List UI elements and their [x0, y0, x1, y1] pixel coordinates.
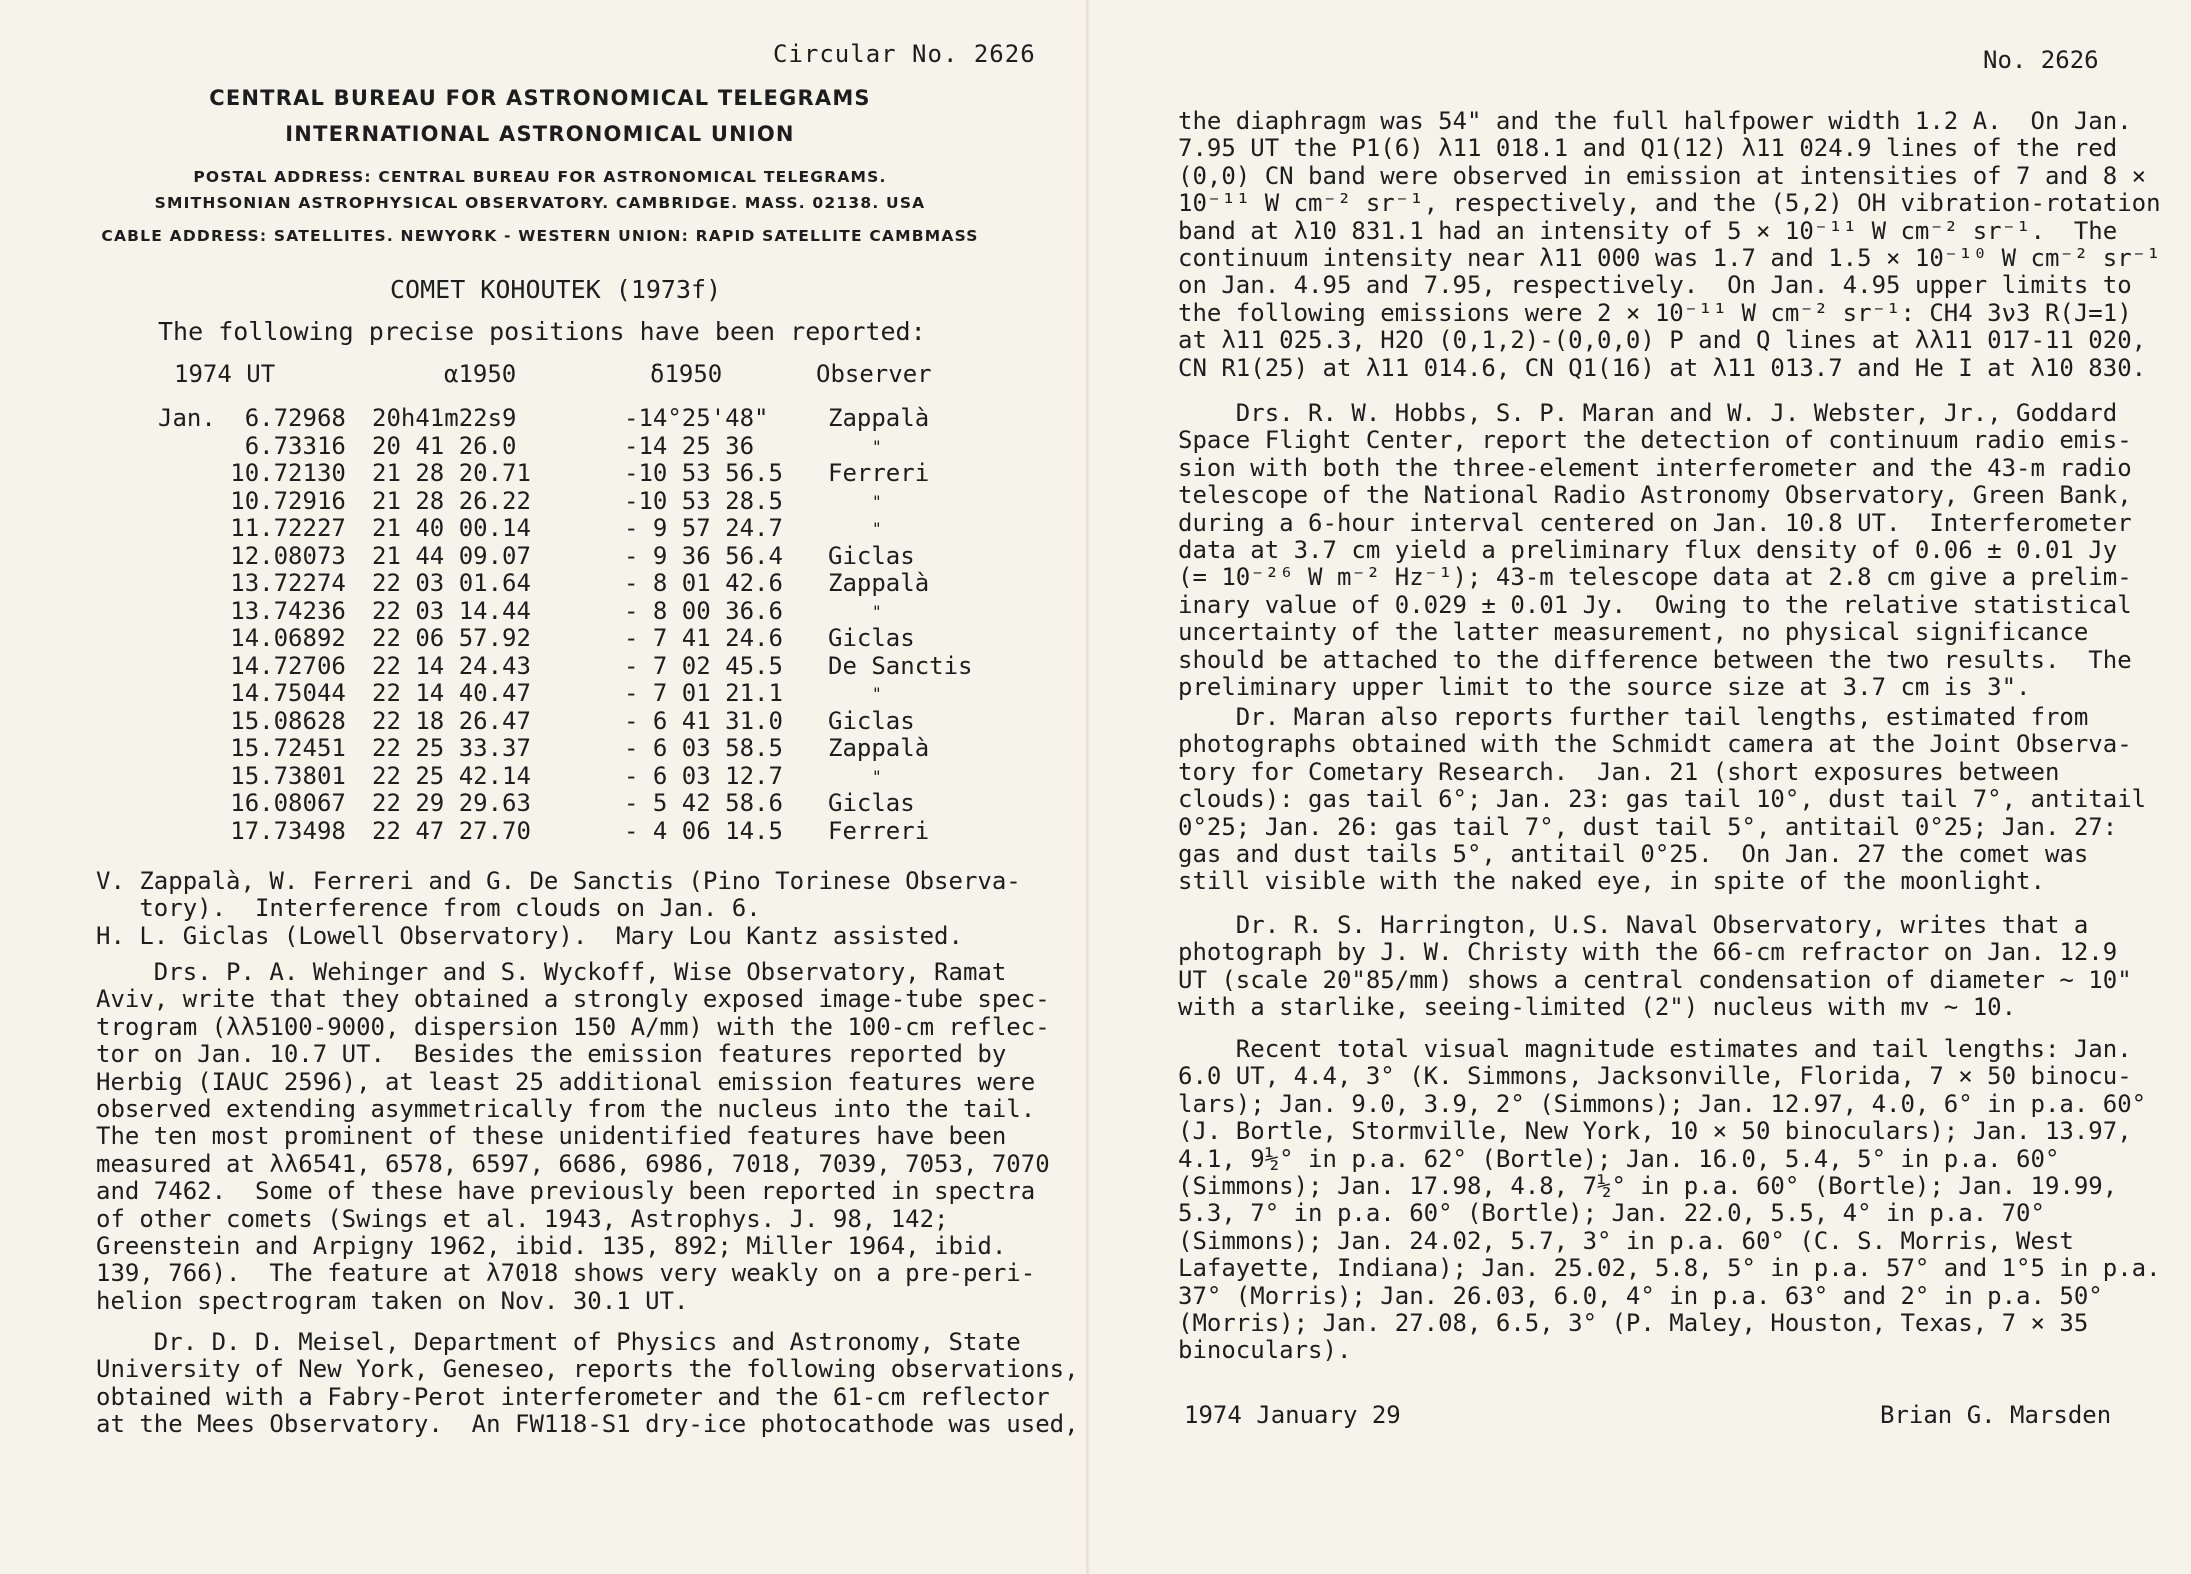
row-date: 14.72706 [158, 651, 346, 680]
wehinger-line: The ten most prominent of these unidentified features have been [96, 1122, 1007, 1151]
row-observer: De Sanctis [828, 651, 973, 680]
wehinger-line: Herbig (IAUC 2596), at least 25 additional emission features were [96, 1067, 1036, 1096]
row-date: Jan. 6.72968 [158, 404, 346, 432]
table-row [158, 625, 1052, 653]
footer-date: 1974 January 29 [1184, 1401, 1401, 1429]
visual-line: (Morris); Jan. 27.08, 6.5, 3° (P. Maley, Houston, Texas, 7 × 35 [1178, 1309, 2089, 1338]
continued-line: on Jan. 4.95 and 7.95, respectively. On Jan. 4.95 upper limits to [1178, 271, 2132, 300]
table-row [158, 708, 1052, 736]
wehinger-line: tor on Jan. 10.7 UT. Besides the emission features reported by [96, 1040, 1007, 1069]
maran-line: still visible with the naked eye, in spite of the moonlight. [1178, 867, 2045, 896]
paragraph-hobbs [1178, 400, 2132, 701]
row-date: 15.73801 [158, 761, 346, 790]
paragraph-meisel [96, 1329, 1079, 1439]
left-page [0, 0, 1088, 1574]
observer-note-line: tory). Interference from clouds on Jan. 6. [96, 894, 761, 923]
continued-line: 7.95 UT the P1(6) λ11 018.1 and Q1(12) λ11 024.9 lines of the red [1178, 134, 2118, 163]
visual-line: lars); Jan. 9.0, 3.9, 2° (Simmons); Jan. 12.97, 4.0, 6° in p.a. 60° [1178, 1089, 2147, 1118]
row-observer: Giclas [828, 706, 915, 735]
paragraph-harrington [1178, 912, 2132, 1022]
table-header-ra: α1950 [444, 360, 517, 388]
row-observer: " [872, 436, 882, 456]
row-date: 11.72227 [158, 514, 346, 542]
row-observer: " [872, 684, 882, 703]
maran-line: 0°25; Jan. 26: gas tail 7°, dust tail 5°, antitail 0°25; Jan. 27: [1178, 812, 2118, 841]
row-dec: -14 25 36 [624, 431, 755, 460]
visual-line: Lafayette, Indiana); Jan. 25.02, 5.8, 5° in p.a. 57° and 1°5 in p.a. [1178, 1254, 2161, 1283]
table-row [158, 818, 1052, 846]
row-dec: -14°25'48" [624, 404, 769, 432]
table-row [158, 763, 1052, 791]
hobbs-line: should be attached to the difference between the two results. The [1178, 645, 2132, 674]
footer-signature: Brian G. Marsden [1880, 1401, 2112, 1429]
row-dec: - 7 01 21.1 [624, 679, 783, 707]
hobbs-line: Space Flight Center, report the detection of continuum radio emis- [1178, 426, 2132, 455]
table-row [158, 735, 1052, 763]
paragraph-continued [1178, 108, 2161, 382]
visual-line: (Simmons); Jan. 17.98, 4.8, 7½° in p.a. 60° (Bortle); Jan. 19.99, [1178, 1172, 2118, 1201]
table-row [158, 570, 1052, 598]
meisel-line: Dr. D. D. Meisel, Department of Physics and Astronomy, State [96, 1328, 1021, 1356]
row-observer: " [872, 601, 882, 621]
row-date: 10.72130 [158, 459, 346, 487]
row-ra: 22 03 14.44 [372, 596, 531, 625]
hobbs-line: during a 6-hour interval centered on Jan. 10.8 UT. Interferometer [1178, 508, 2132, 537]
paragraph-maran [1178, 704, 2146, 896]
table-row [158, 790, 1052, 818]
table-row [158, 680, 1052, 708]
row-ra: 22 18 26.47 [372, 706, 531, 735]
observer-notes [96, 868, 1021, 950]
wehinger-line: Drs. P. A. Wehinger and S. Wyckoff, Wise Observatory, Ramat [96, 958, 1007, 986]
table-header-dec: δ1950 [650, 360, 723, 388]
maran-line: gas and dust tails 5°, antitail 0°25. On Jan. 27 the comet was [1178, 840, 2089, 869]
harrington-line: Dr. R. S. Harrington, U.S. Naval Observatory, writes that a [1178, 911, 2089, 939]
hobbs-line: inary value of 0.029 ± 0.01 Jy. Owing to the relative statistical [1178, 590, 2132, 619]
row-date: 15.72451 [158, 734, 346, 762]
hobbs-line: (= 10⁻²⁶ W m⁻² Hz⁻¹); 43-m telescope data at 2.8 cm give a prelim- [1178, 563, 2132, 592]
row-dec: - 5 42 58.6 [624, 789, 783, 817]
positions-table [158, 405, 1052, 845]
row-observer: Ferreri [828, 459, 930, 487]
maran-line: clouds): gas tail 6°; Jan. 23: gas tail 10°, dust tail 7°, antitail [1178, 785, 2147, 814]
row-ra: 22 25 42.14 [372, 761, 531, 790]
harrington-line: with a starlike, seeing-limited (2") nucleus with mv ~ 10. [1178, 993, 2017, 1022]
harrington-line: UT (scale 20"85/mm) shows a central condensation of diameter ~ 10" [1178, 965, 2132, 994]
maran-line: tory for Cometary Research. Jan. 21 (short exposures between [1178, 757, 2060, 786]
continued-line: the diaphragm was 54" and the full halfpower width 1.2 A. On Jan. [1178, 107, 2132, 135]
postal-address-line2: SMITHSONIAN ASTROPHYSICAL OBSERVATORY. CAMBRIDGE. MASS. 02138. USA [154, 194, 926, 212]
visual-line: 6.0 UT, 4.4, 3° (K. Simmons, Jacksonville, Florida, 7 × 50 binocu- [1178, 1062, 2132, 1091]
row-ra: 22 14 24.43 [372, 651, 531, 680]
page-number: No. 2626 [1983, 46, 2099, 74]
continued-line: (0,0) CN band were observed in emission at intensities of 7 and 8 × [1178, 161, 2147, 190]
row-observer: Giclas [828, 624, 915, 652]
table-header-observer: Observer [816, 360, 932, 388]
row-date: 13.74236 [158, 596, 346, 625]
visual-line: (Simmons); Jan. 24.02, 5.7, 3° in p.a. 60° (C. S. Morris, West [1178, 1226, 2074, 1255]
row-dec: - 6 03 12.7 [624, 761, 783, 790]
row-observer: Ferreri [828, 816, 930, 845]
row-dec: - 4 06 14.5 [624, 816, 783, 845]
row-date: 14.06892 [158, 624, 346, 652]
row-ra: 22 29 29.63 [372, 789, 531, 817]
meisel-line: at the Mees Observatory. An FW118-S1 dry-ice photocathode was used, [96, 1410, 1079, 1439]
table-row [158, 653, 1052, 681]
row-dec: - 6 03 58.5 [624, 734, 783, 762]
wehinger-line: observed extending asymmetrically from the nucleus into the tail. [96, 1095, 1036, 1124]
wehinger-line: measured at λλ6541, 6578, 6597, 6686, 6986, 7018, 7039, 7053, 7070 [96, 1149, 1050, 1178]
table-row [158, 460, 1052, 488]
harrington-line: photograph by J. W. Christy with the 66-cm refractor on Jan. 12.9 [1178, 938, 2118, 967]
row-observer: " [872, 519, 882, 538]
paragraph-wehinger [96, 959, 1050, 1315]
hobbs-line: Drs. R. W. Hobbs, S. P. Maran and W. J. Webster, Jr., Goddard [1178, 399, 2118, 427]
positions-intro: The following precise positions have been reported: [158, 317, 926, 346]
cable-address: CABLE ADDRESS: SATELLITES. NEWYORK - WESTERN UNION: RAPID SATELLITE CAMBMASS [101, 227, 979, 245]
row-ra: 21 28 26.22 [372, 486, 531, 515]
row-dec: -10 53 56.5 [624, 459, 783, 487]
row-observer: " [872, 491, 882, 511]
row-dec: - 9 57 24.7 [624, 514, 783, 542]
row-ra: 22 25 33.37 [372, 734, 531, 762]
row-ra: 20 41 26.0 [372, 431, 517, 460]
row-date: 6.73316 [158, 431, 346, 460]
row-dec: - 6 41 31.0 [624, 706, 783, 735]
wehinger-line: Aviv, write that they obtained a strongly exposed image-tube spec- [96, 985, 1050, 1014]
row-observer: Zappalà [828, 734, 930, 762]
observer-note-line: V. Zappalà, W. Ferreri and G. De Sanctis (Pino Torinese Observa- [96, 867, 1021, 895]
meisel-line: obtained with a Fabry-Perot interferometer and the 61-cm reflector [96, 1382, 1050, 1411]
continued-line: 10⁻¹¹ W cm⁻² sr⁻¹, respectively, and the (5,2) OH vibration-rotation [1178, 189, 2161, 218]
row-ra: 22 03 01.64 [372, 569, 531, 597]
row-observer: Zappalà [828, 404, 930, 432]
row-date: 17.73498 [158, 816, 346, 845]
row-ra: 22 06 57.92 [372, 624, 531, 652]
hobbs-line: data at 3.7 cm yield a preliminary flux density of 0.06 ± 0.01 Jy [1178, 536, 2118, 565]
continued-line: at λ11 025.3, H2O (0,1,2)-(0,0,0) P and Q lines at λλ11 017-11 020, [1178, 326, 2147, 355]
comet-title: COMET KOHOUTEK (1973f) [390, 275, 722, 304]
row-ra: 20h41m22s9 [372, 404, 517, 432]
visual-line: (J. Bortle, Stormville, New York, 10 × 50 binoculars); Jan. 13.97, [1178, 1117, 2132, 1146]
row-dec: - 7 41 24.6 [624, 624, 783, 652]
observer-note-line: H. L. Giclas (Lowell Observatory). Mary Lou Kantz assisted. [96, 921, 963, 950]
row-date: 10.72916 [158, 486, 346, 515]
continued-line: continuum intensity near λ11 000 was 1.7 and 1.5 × 10⁻¹⁰ W cm⁻² sr⁻¹ [1178, 244, 2161, 273]
row-dec: - 7 02 45.5 [624, 651, 783, 680]
maran-line: photographs obtained with the Schmidt camera at the Joint Observa- [1178, 730, 2132, 759]
wehinger-line: and 7462. Some of these have previously been reported in spectra [96, 1177, 1036, 1206]
row-dec: - 9 36 56.4 [624, 541, 783, 570]
row-dec: - 8 00 36.6 [624, 596, 783, 625]
wehinger-line: 139, 766). The feature at λ7018 shows very weakly on a pre-peri- [96, 1259, 1036, 1288]
row-ra: 21 44 09.07 [372, 541, 531, 570]
wehinger-line: of other comets (Swings et al. 1943, Astrophys. J. 98, 142; [96, 1204, 949, 1233]
row-ra: 22 47 27.70 [372, 816, 531, 845]
wehinger-line: Greenstein and Arpigny 1962, ibid. 135, 892; Miller 1964, ibid. [96, 1232, 1007, 1261]
row-ra: 21 28 20.71 [372, 459, 531, 487]
maran-line: Dr. Maran also reports further tail lengths, estimated from [1178, 703, 2089, 731]
table-row [158, 488, 1052, 516]
meisel-line: University of New York, Geneseo, reports the following observations, [96, 1355, 1079, 1384]
row-observer: Zappalà [828, 569, 930, 597]
table-row [158, 543, 1052, 571]
hobbs-line: telescope of the National Radio Astronomy Observatory, Green Bank, [1178, 481, 2132, 510]
hobbs-line: sion with both the three-element interferometer and the 43-m radio [1178, 453, 2132, 482]
row-observer: Giclas [828, 789, 915, 817]
union-title: INTERNATIONAL ASTRONOMICAL UNION [285, 122, 795, 146]
circular-number: Circular No. 2626 [773, 40, 1036, 68]
table-row [158, 433, 1052, 461]
wehinger-line: helion spectrogram taken on Nov. 30.1 UT. [96, 1286, 689, 1315]
bureau-title: CENTRAL BUREAU FOR ASTRONOMICAL TELEGRAMS [209, 86, 871, 110]
table-header-ut: 1974 UT [174, 360, 276, 388]
row-date: 15.08628 [158, 706, 346, 735]
row-dec: -10 53 28.5 [624, 486, 783, 515]
table-row [158, 515, 1052, 543]
continued-line: CN R1(25) at λ11 014.6, CN Q1(16) at λ11 013.7 and He I at λ10 830. [1178, 353, 2147, 382]
row-date: 12.08073 [158, 541, 346, 570]
visual-line: binoculars). [1178, 1336, 1352, 1365]
continued-line: the following emissions were 2 × 10⁻¹¹ W cm⁻² sr⁻¹: CH4 3ν3 R(J=1) [1178, 298, 2132, 327]
visual-line: 37° (Morris); Jan. 26.03, 6.0, 4° in p.a. 63° and 2° in p.a. 50° [1178, 1281, 2103, 1310]
visual-line: 5.3, 7° in p.a. 60° (Bortle); Jan. 22.0, 5.5, 4° in p.a. 70° [1178, 1199, 2045, 1228]
visual-line: Recent total visual magnitude estimates and tail lengths: Jan. [1178, 1035, 2132, 1063]
row-observer: Giclas [828, 541, 915, 570]
hobbs-line: uncertainty of the latter measurement, no physical significance [1178, 618, 2089, 647]
row-date: 13.72274 [158, 569, 346, 597]
hobbs-line: preliminary upper limit to the source size at 3.7 cm is 3". [1178, 673, 2031, 702]
row-date: 14.75044 [158, 679, 346, 707]
row-dec: - 8 01 42.6 [624, 569, 783, 597]
paragraph-visual-magnitudes [1178, 1036, 2161, 1365]
postal-address-line1: POSTAL ADDRESS: CENTRAL BUREAU FOR ASTRONOMICAL TELEGRAMS. [193, 168, 887, 186]
wehinger-line: trogram (λλ5100-9000, dispersion 150 A/mm) with the 100-cm reflec- [96, 1012, 1050, 1041]
table-row [158, 405, 1052, 433]
row-ra: 22 14 40.47 [372, 679, 531, 707]
visual-line: 4.1, 9½° in p.a. 62° (Bortle); Jan. 16.0, 5.4, 5° in p.a. 60° [1178, 1144, 2060, 1173]
row-observer: " [872, 766, 882, 786]
continued-line: band at λ10 831.1 had an intensity of 5 × 10⁻¹¹ W cm⁻² sr⁻¹. The [1178, 216, 2118, 245]
row-date: 16.08067 [158, 789, 346, 817]
row-ra: 21 40 00.14 [372, 514, 531, 542]
table-row [158, 598, 1052, 626]
